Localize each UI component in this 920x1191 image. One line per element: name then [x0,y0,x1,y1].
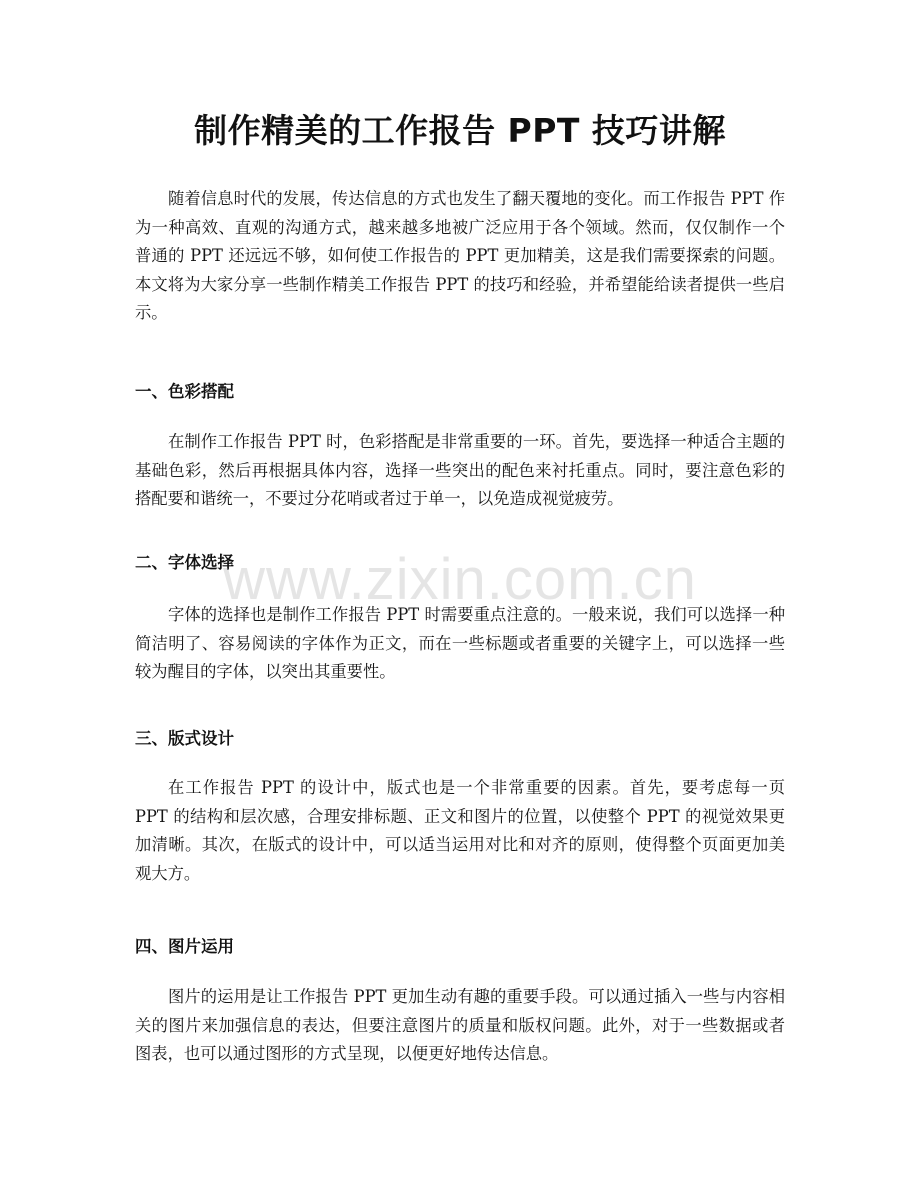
intro-paragraph: 随着信息时代的发展，传达信息的方式也发生了翻天覆地的变化。而工作报告 PPT 作为一种高效、直观的沟通方式，越来越多地被广泛应用于各个领域。然而，仅仅制作一个普通的 PPT 还远远不够，如何使工作报告的 PPT 更加精美，这是我们需要探索的问题。本文将为大家分享一些制作精美工作报告 PPT 的技巧和经验，并希望能给读者提供一些启示。 [135,189,785,323]
section-body-color: 在制作工作报告 PPT 时，色彩搭配是非常重要的一环。首先，要选择一种适合主题的基础色彩，然后再根据具体内容，选择一些突出的配色来衬托重点。同时，要注意色彩的搭配要和谐统一，不要过分花哨或者过于单一，以免造成视觉疲劳。 [135,432,785,509]
section-heading-images: 四、图片运用 [135,937,234,956]
section-heading-color: 一、色彩搭配 [135,382,234,401]
watermark-text: www.zixin.com.cn [223,547,697,612]
document-title: 制作精美的工作报告 PPT 技巧讲解 [194,111,726,150]
section-body-layout: 在工作报告 PPT 的设计中，版式也是一个非常重要的因素。首先，要考虑每一页 PPT 的结构和层次感，合理安排标题、正文和图片的位置，以使整个 PPT 的视觉效果更加清晰。其次，在版式的设计中，可以适当运用对比和对齐的原则，使得整个页面更加美观大方。 [135,778,785,883]
section-body-font: 字体的选择也是制作工作报告 PPT 时需要重点注意的。一般来说，我们可以选择一种简洁明了、容易阅读的字体作为正文，而在一些标题或者重要的关键字上，可以选择一些较为醒目的字体，以突出其重要性。 [135,605,785,682]
section-heading-font: 二、字体选择 [135,553,234,572]
section-heading-layout: 三、版式设计 [135,729,234,748]
section-body-images: 图片的运用是让工作报告 PPT 更加生动有趣的重要手段。可以通过插入一些与内容相关的图片来加强信息的表达，但要注意图片的质量和版权问题。此外，对于一些数据或者图表，也可以通过图形的方式呈现，以便更好地传达信息。 [135,987,785,1064]
